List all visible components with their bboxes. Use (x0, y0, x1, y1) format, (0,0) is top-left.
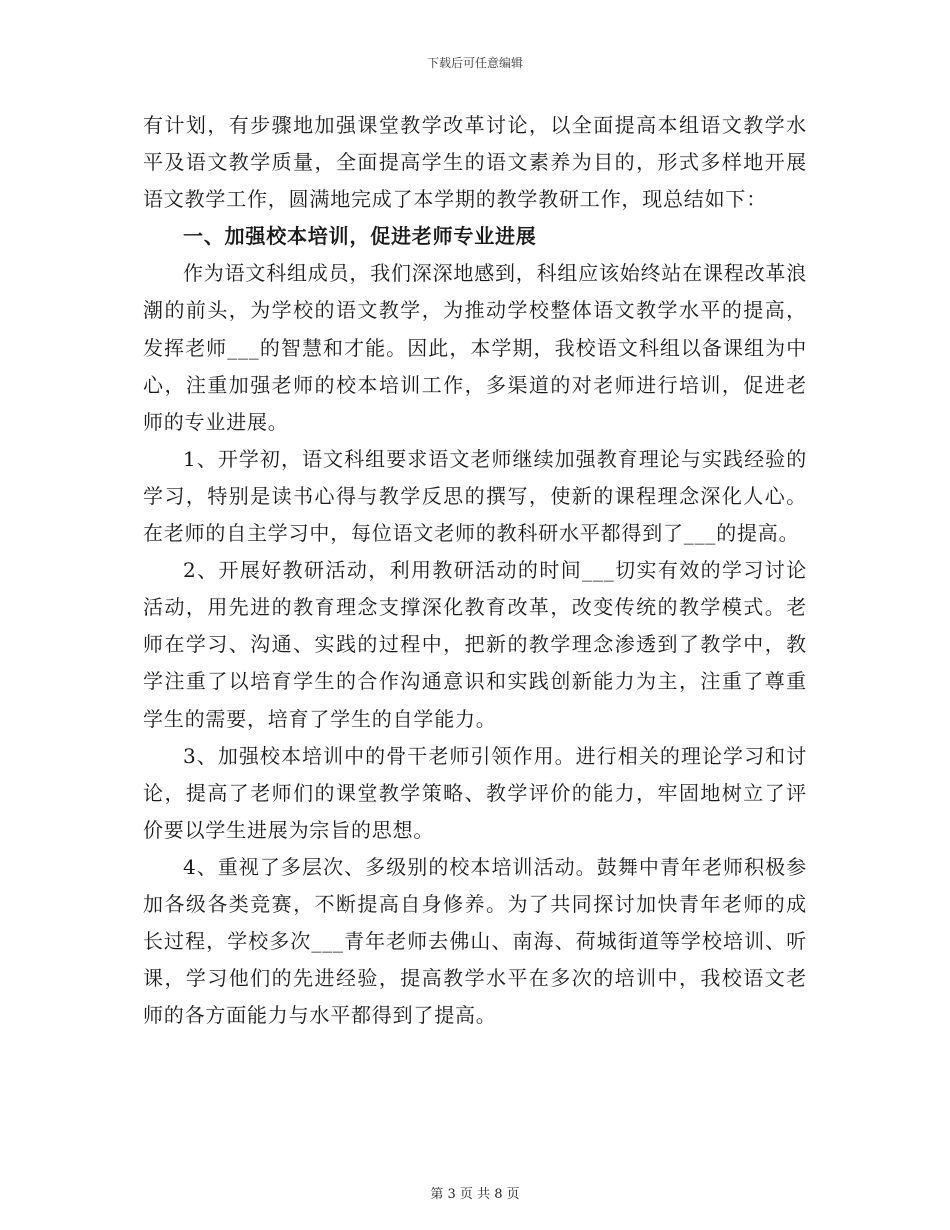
page-number: 第 3 页 共 8 页 (430, 1187, 520, 1202)
intro-paragraph: 有计划，有步骤地加强课堂教学改革讨论，以全面提高本组语文教学水平及语文教学质量，全面提高学生的语文素养为目的，形式多样地开展语文教学工作，圆满地完成了本学期的教学教研工作，现总结如下： (143, 113, 807, 212)
item-1-paragraph: 1、开学初，语文科组要求语文老师继续加强教育理论与实践经验的学习，特别是读书心得与教学反思的撰写，使新的课程理念深化人心。在老师的自主学习中，每位语文老师的教科研水平都得到了___的提高。 (143, 446, 807, 546)
item-4-paragraph: 4、重视了多层次、多级别的校本培训活动。鼓舞中青年老师积极参加各级各类竞赛，不断提高自身修养。为了共同探讨加快青年老师的成长过程，学校多次___青年老师去佛山、南海、荷城街道等学校培训、听课，学习他们的先进经验，提高教学水平在多次的培训中，我校语文老师的各方面能力与水平都得到了提高。 (143, 854, 807, 1028)
item-3-paragraph: 3、加强校本培训中的骨干老师引领作用。进行相关的理论学习和讨论，提高了老师们的课堂教学策略、教学评价的能力，牢固地树立了评价要以学生进展为宗旨的思想。 (143, 743, 807, 842)
item-2-paragraph: 2、开展好教研活动，利用教研活动的时间___切实有效的学习讨论活动，用先进的教育理念支撑深化教育改革，改变传统的教学模式。老师在学习、沟通、实践的过程中，把新的教学理念渗透到了教学中，教学注重了以培育学生的合作沟通意识和实践创新能力为主，注重了尊重学生的需要，培育了学生的自学能力。 (143, 558, 807, 731)
section-heading: 一、加强校本培训，促进老师专业进展 (183, 224, 537, 249)
document-body (143, 107, 807, 1034)
page-header-note: 下载后可任意编辑 (426, 56, 523, 70)
section-intro-paragraph: 作为语文科组成员，我们深深地感到，科组应该始终站在课程改革浪潮的前头，为学校的语文教学，为推动学校整体语文教学水平的提高，发挥老师___的智慧和才能。因此，本学期，我校语文科组以备课组为中心，注重加强老师的校本培训工作，多渠道的对老师进行培训，促进老师的专业进展。 (143, 261, 807, 434)
